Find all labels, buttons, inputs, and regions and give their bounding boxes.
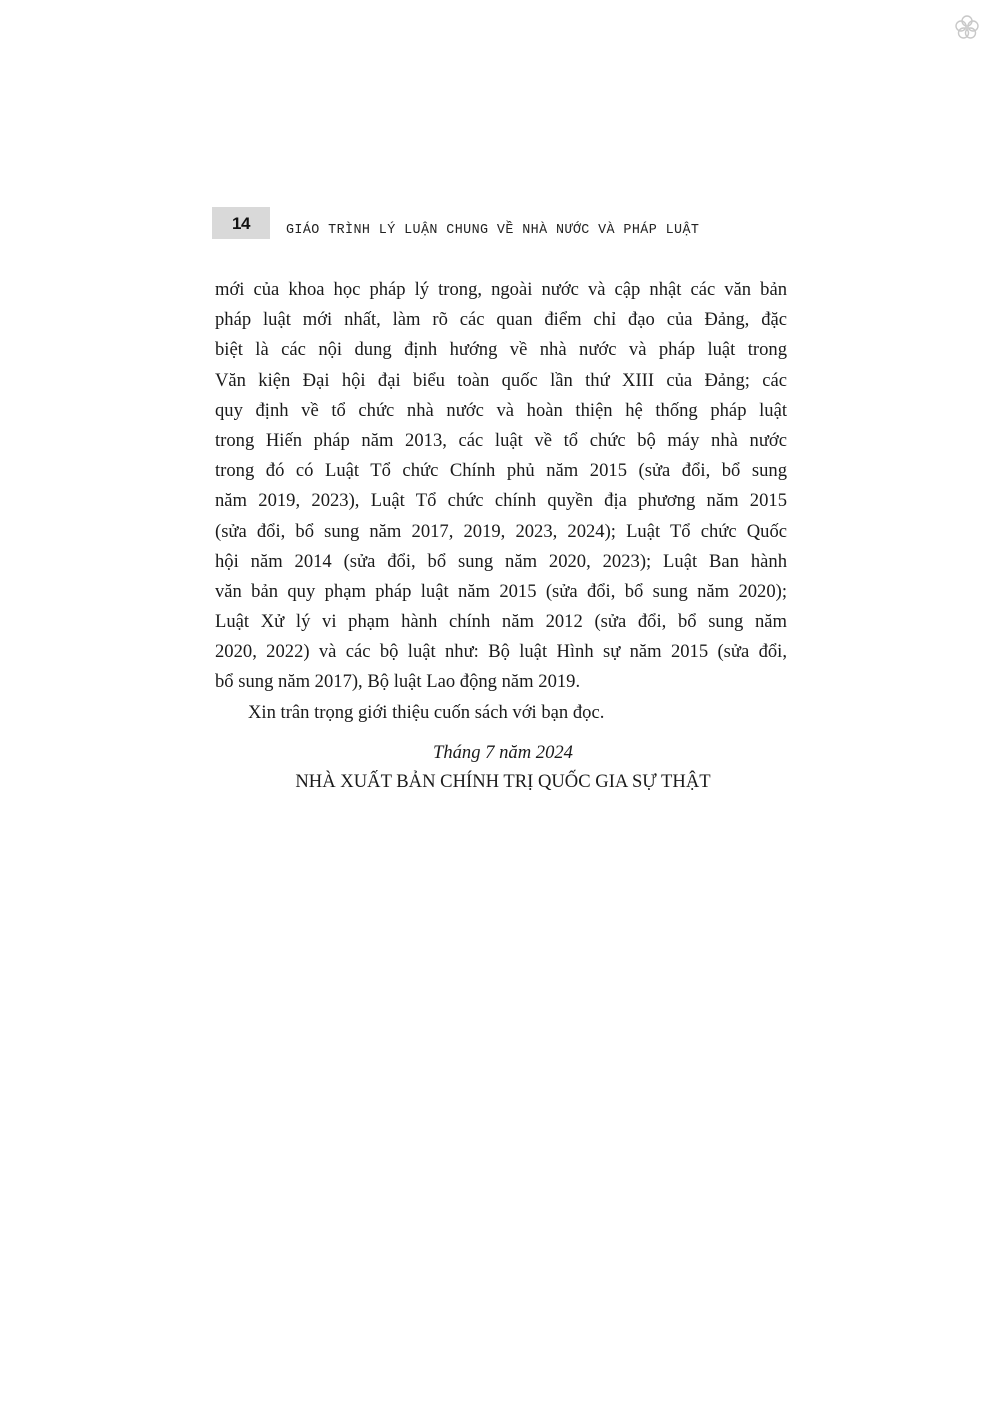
body-line: văn bản quy phạm pháp luật năm 2015 (sửa đổi, bổ sung năm 2020); — [215, 580, 787, 602]
body-line: hội năm 2014 (sửa đổi, bổ sung năm 2020, 2023); Luật Ban hành — [215, 550, 787, 572]
body-line: trong đó có Luật Tổ chức Chính phủ năm 2015 (sửa đổi, bổ sung — [215, 460, 787, 482]
body-line: trong Hiến pháp năm 2013, các luật về tổ chức bộ máy nhà nước — [215, 429, 787, 451]
body-line: Luật Xử lý vi phạm hành chính năm 2012 (sửa đổi, bổ sung năm — [215, 611, 787, 633]
body-line: bổ sung năm 2017), Bộ luật Lao động năm 2019. — [215, 671, 581, 693]
signoff-date: Tháng 7 năm 2024 — [433, 742, 573, 763]
body-line: (sửa đổi, bổ sung năm 2017, 2019, 2023, 2024); Luật Tổ chức Quốc — [215, 520, 787, 542]
body-line: pháp luật mới nhất, làm rõ các quan điểm chỉ đạo của Đảng, đặc — [215, 309, 787, 331]
signoff-publisher: NHÀ XUẤT BẢN CHÍNH TRỊ QUỐC GIA SỰ THẬT — [295, 771, 711, 792]
body-line: Văn kiện Đại hội đại biểu toàn quốc lần thứ XIII của Đảng; các — [215, 369, 787, 391]
body-line: biệt là các nội dung định hướng về nhà nước và pháp luật trong — [215, 339, 787, 361]
body-line: năm 2019, 2023), Luật Tổ chức chính quyền địa phương năm 2015 — [215, 490, 787, 512]
body-line: 2020, 2022) và các bộ luật như: Bộ luật Hình sự năm 2015 (sửa đổi, — [215, 641, 787, 663]
body-line: mới của khoa học pháp lý trong, ngoài nước và cập nhật các văn bản — [215, 279, 787, 300]
running-title: GIÁO TRÌNH LÝ LUẬN CHUNG VỀ NHÀ NƯỚC VÀ PHÁP LUẬT — [286, 223, 700, 238]
body-line: quy định về tổ chức nhà nước và hoàn thiện hệ thống pháp luật — [215, 399, 787, 421]
page-number: 14 — [212, 207, 270, 239]
closing-sentence: Xin trân trọng giới thiệu cuốn sách với bạn đọc. — [248, 701, 605, 723]
body-paragraph — [215, 275, 787, 728]
page-header — [212, 207, 792, 241]
flower-watermark-icon — [954, 14, 980, 40]
